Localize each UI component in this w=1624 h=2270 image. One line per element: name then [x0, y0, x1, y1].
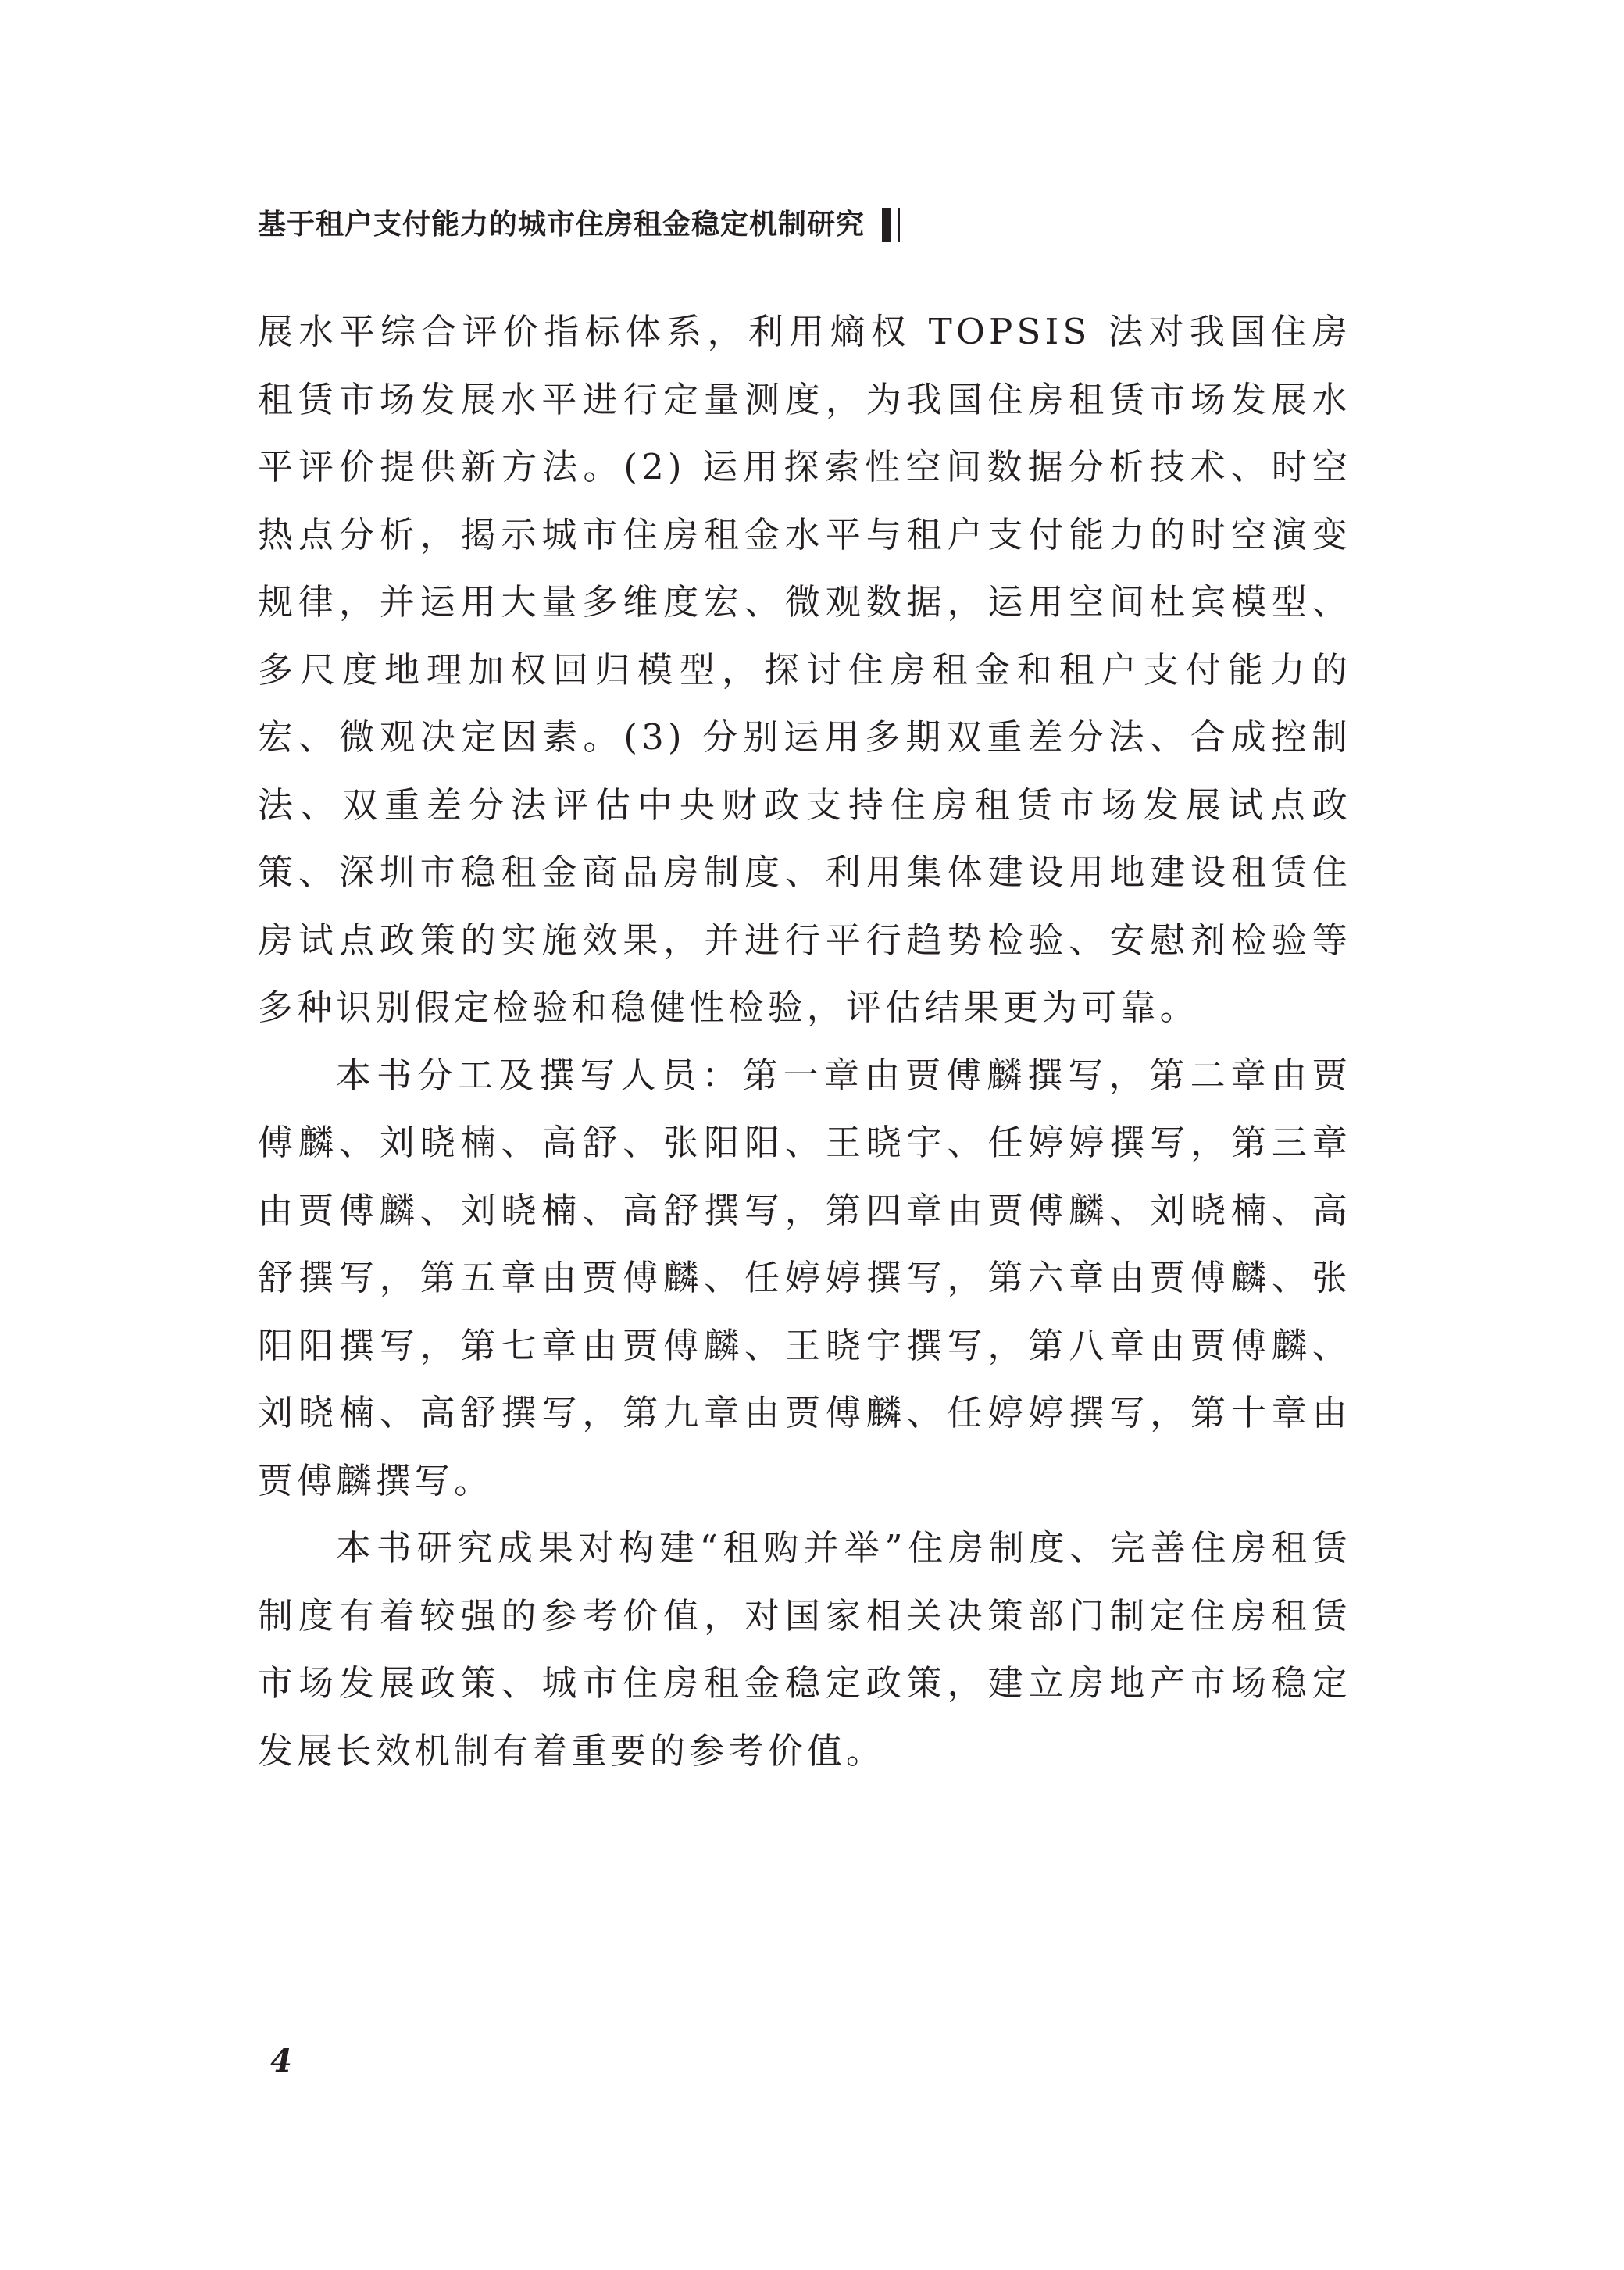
- header-bar-marks: [882, 205, 900, 245]
- book-title: 基于租户支付能力的城市住房租金稳定机制研究: [258, 209, 866, 241]
- header-thick-bar: [882, 208, 891, 242]
- paragraph-authors: 本书分工及撰写人员：第一章由贾傅麟撰写，第二章由贾傅麟、刘晓楠、高舒、张阳阳、王晓宇、任婷婷撰写，第三章由贾傅麟、刘晓楠、高舒撰写，第四章由贾傅麟、刘晓楠、高舒撰写，第五章由贾傅麟、任婷婷撰写，第六章由贾傅麟、张阳阳撰写，第七章由贾傅麟、王晓宇撰写，第八章由贾傅麟、刘晓楠、高舒撰写，第九章由贾傅麟、任婷婷撰写，第十章由贾傅麟撰写。: [258, 1054, 1351, 1501]
- paragraph-value: 本书研究成果对构建“租购并举”住房制度、完善住房租赁制度有着较强的参考价值，对国家相关决策部门制定住房租赁市场发展政策、城市住房租金稳定政策，建立房地产市场稳定发展长效机制有着重要的参考价值。: [258, 1527, 1351, 1772]
- body-text: [258, 298, 1351, 1785]
- header-thin-bar: [898, 208, 900, 242]
- running-header: [258, 205, 900, 245]
- paragraph-continued: 展水平综合评价指标体系，利用熵权 TOPSIS 法对我国住房租赁市场发展水平进行定量测度，为我国住房租赁市场发展水平评价提供新方法。(2) 运用探索性空间数据分析技术、时空热点分析，揭示城市住房租金水平与租户支付能力的时空演变规律，并运用大量多维度宏、微观数据，运用空间杜宾模型、多尺度地理加权回归模型，探讨住房租金和租户支付能力的宏、微观决定因素。(3) 分别运用多期双重差分法、合成控制法、双重差分法评估中央财政支持住房租赁市场发展试点政策、深圳市稳租金商品房制度、利用集体建设用地建设租赁住房试点政策的实施效果，并进行平行趋势检验、安慰剂检验等多种识别假定检验和稳健性检验，评估结果更为可靠。: [258, 311, 1351, 1028]
- page-number: 4: [270, 2043, 292, 2079]
